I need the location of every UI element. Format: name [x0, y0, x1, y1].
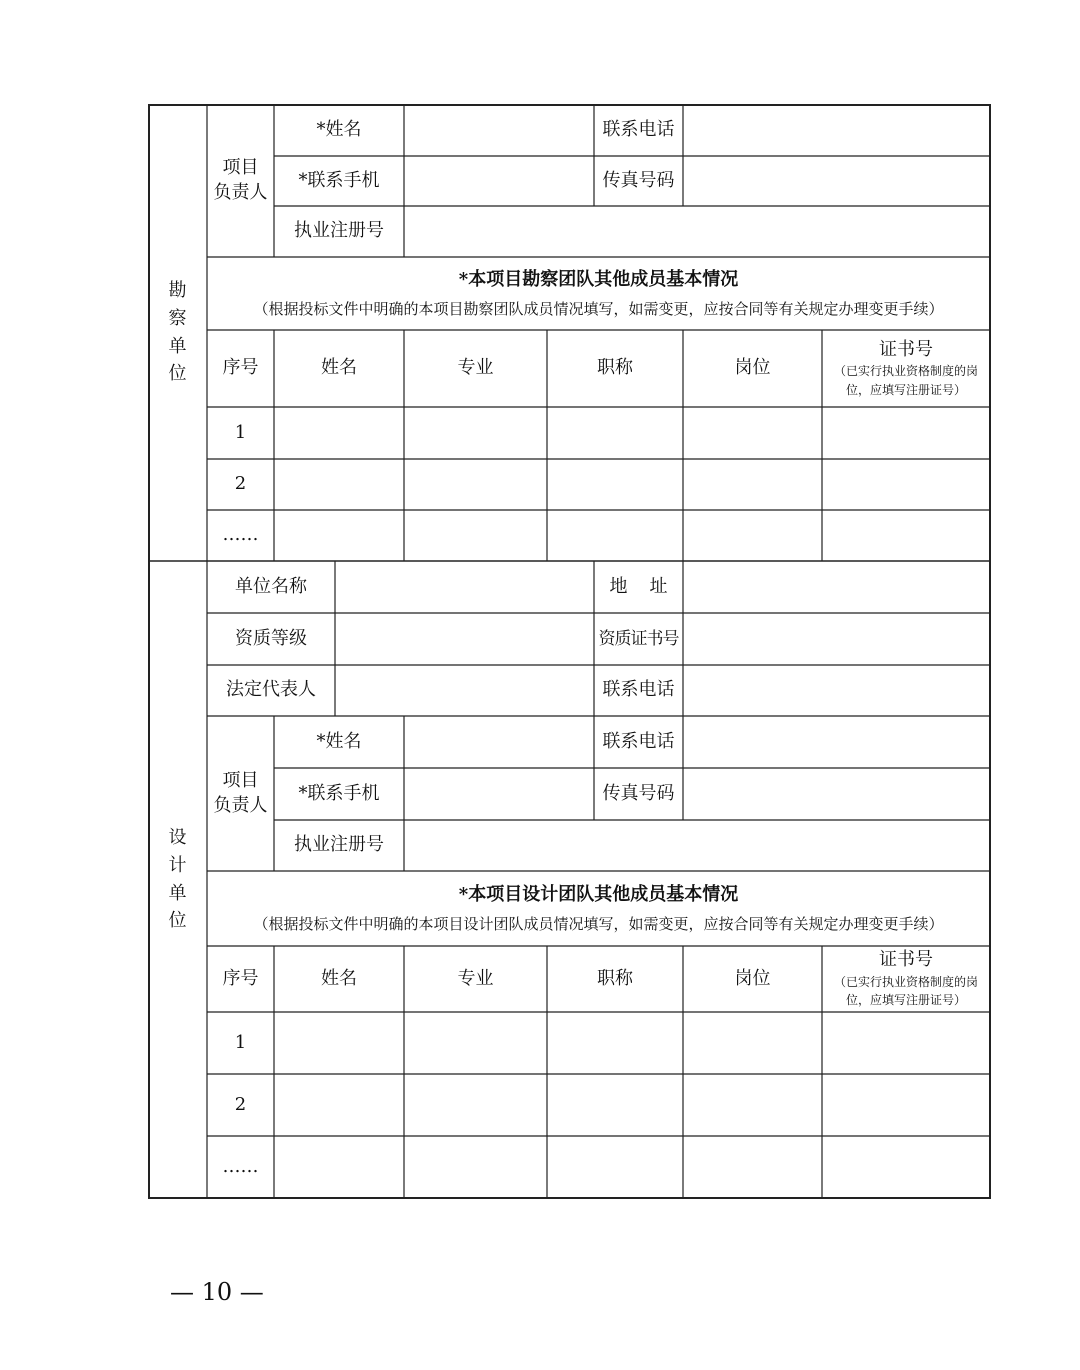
- design-leader-group-label: 项目 负责人: [213, 770, 268, 816]
- design-col-title: 职称: [597, 967, 633, 989]
- design-col-seq: 序号: [222, 967, 259, 989]
- survey-leader-name-label: *姓名: [316, 118, 362, 140]
- design-address-label: 地址: [609, 575, 690, 597]
- design-col-name: 姓名: [321, 967, 357, 989]
- design-qual-cert-field[interactable]: [683, 613, 990, 665]
- design-leader-reg-label: 执业注册号: [294, 834, 384, 856]
- survey-leader-reg-field[interactable]: [404, 206, 990, 257]
- design-legal-phone-label: 联系电话: [602, 679, 675, 701]
- survey-leader-name-field[interactable]: [404, 104, 594, 156]
- survey-team-title: *本项目勘察团队其他成员基本情况: [458, 269, 739, 291]
- design-col-major: 专业: [457, 967, 494, 989]
- design-leader-fax-field[interactable]: [683, 768, 990, 820]
- design-legal-phone-field[interactable]: [683, 665, 990, 716]
- design-qual-cert-label: 资质证书号: [598, 628, 679, 649]
- design-cert-note: （已实行执业资格制度的岗位，应填写注册证号）: [833, 974, 978, 1008]
- survey-leader-phone-field[interactable]: [683, 104, 990, 156]
- design-leader-name-field[interactable]: [404, 716, 594, 768]
- survey-col-post: 岗位: [734, 357, 771, 379]
- design-team-title: *本项目设计团队其他成员基本情况: [458, 884, 739, 906]
- survey-col-name: 姓名: [321, 357, 357, 379]
- design-leader-name-label: *姓名: [316, 730, 362, 752]
- survey-cert-title: 证书号: [879, 338, 933, 360]
- registration-form-table: [148, 104, 991, 1199]
- survey-col-seq: 序号: [222, 357, 259, 379]
- design-leader-reg-field[interactable]: [404, 820, 990, 871]
- survey-leader-mobile-field[interactable]: [404, 156, 594, 206]
- survey-leader-mobile-label: *联系手机: [298, 169, 380, 191]
- survey-leader-fax-field[interactable]: [683, 156, 990, 206]
- design-team-note: （根据投标文件中明确的本项目设计团队成员情况填写，如需变更，应按合同等有关规定办理变更手续）: [253, 914, 944, 933]
- design-row-seq-more: ……: [222, 1155, 259, 1177]
- design-leader-phone-field[interactable]: [683, 716, 990, 768]
- survey-col-title: 职称: [597, 357, 633, 379]
- survey-row-seq-2: 2: [234, 473, 247, 495]
- design-leader-mobile-field[interactable]: [404, 768, 594, 820]
- design-leader-phone-label: 联系电话: [602, 730, 675, 752]
- design-legal-rep-label: 法定代表人: [226, 679, 316, 701]
- design-qual-level-label: 资质等级: [235, 627, 307, 649]
- design-row-seq-2: 2: [234, 1093, 247, 1115]
- design-cert-title: 证书号: [879, 949, 933, 971]
- design-qual-level-field[interactable]: [335, 613, 594, 665]
- survey-leader-phone-label: 联系电话: [602, 118, 675, 140]
- survey-team-note: （根据投标文件中明确的本项目勘察团队成员情况填写，如需变更，应按合同等有关规定办理变更手续）: [253, 299, 944, 318]
- survey-leader-fax-label: 传真号码: [602, 169, 675, 191]
- survey-leader-group-label: 项目 负责人: [213, 157, 268, 203]
- design-leader-fax-label: 传真号码: [602, 782, 675, 804]
- survey-team-header: [207, 257, 990, 330]
- design-unit-section-label: 设 计 单 位: [168, 826, 187, 932]
- survey-cert-note: （已实行执业资格制度的岗位，应填写注册证号）: [833, 364, 978, 397]
- survey-col-cert: [822, 330, 990, 407]
- survey-col-major: 专业: [457, 357, 494, 379]
- design-leader-mobile-label: *联系手机: [298, 782, 380, 804]
- design-legal-rep-field[interactable]: [335, 665, 594, 716]
- design-col-post: 岗位: [734, 967, 771, 989]
- design-unit-name-label: 单位名称: [235, 575, 307, 597]
- design-unit-name-field[interactable]: [335, 561, 594, 613]
- design-col-cert: [822, 946, 990, 1012]
- design-team-header: [207, 871, 990, 946]
- survey-unit-section-label: 勘 察 单 位: [168, 279, 187, 385]
- survey-row-seq-more: ……: [222, 524, 259, 546]
- survey-leader-reg-label: 执业注册号: [294, 220, 384, 242]
- design-row-seq-1: 1: [234, 1031, 247, 1053]
- design-address-field[interactable]: [683, 561, 990, 613]
- page-number: — 10 —: [170, 1278, 264, 1306]
- survey-row-seq-1: 1: [234, 421, 247, 443]
